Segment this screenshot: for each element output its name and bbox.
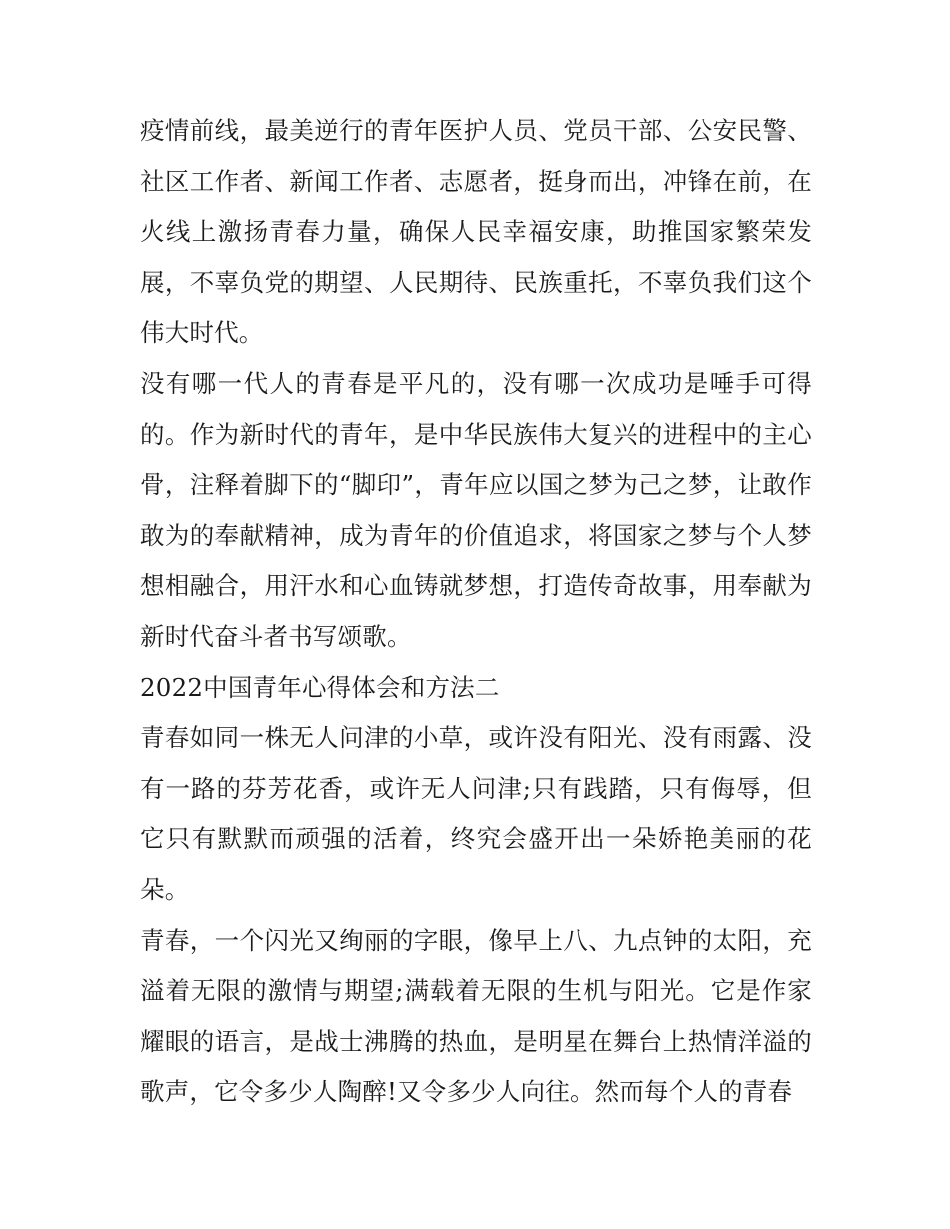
paragraph-frontline: 疫情前线，最美逆行的青年医护人员、党员干部、公安民警、社区工作者、新闻工作者、志愿者，挺身而出，冲锋在前，在火线上激扬青春力量，确保人民幸福安康，助推国家繁荣发展，不辜负党的期望、人民期待、民族重托，不辜负我们这个伟大时代。 [140, 116, 812, 348]
paragraph-youth: 青春，一个闪光又绚丽的字眼，像早上八、九点钟的太阳，充溢着无限的激情与期望;满载着无限的生机与阳光。它是作家耀眼的语言，是战士沸腾的热血，是明星在舞台上热情洋溢的歌声，它令多少人陶醉!又令多少人向往。然而每个人的青春 [140, 925, 812, 1107]
paragraph-generation: 没有哪一代人的青春是平凡的，没有哪一次成功是唾手可得的。作为新时代的青年，是中华民族伟大复兴的进程中的主心骨，注释着脚下的“脚印”，青年应以国之梦为己之梦，让敢作敢为的奉献精神，成为青年的价值追求，将国家之梦与个人梦想相融合，用汗水和心血铸就梦想，打造传奇故事，用奉献为新时代奋斗者书写颂歌。 [140, 368, 812, 651]
section-heading: 2022中国青年心得体会和方法二 [140, 672, 500, 702]
paragraph-grass: 青春如同一株无人问津的小草，或许没有阳光、没有雨露、没有一路的芬芳花香，或许无人问津;只有践踏，只有侮辱，但它只有默默而顽强的活着，终究会盛开出一朵娇艳美丽的花朵。 [140, 723, 812, 904]
document-body [140, 106, 812, 1118]
